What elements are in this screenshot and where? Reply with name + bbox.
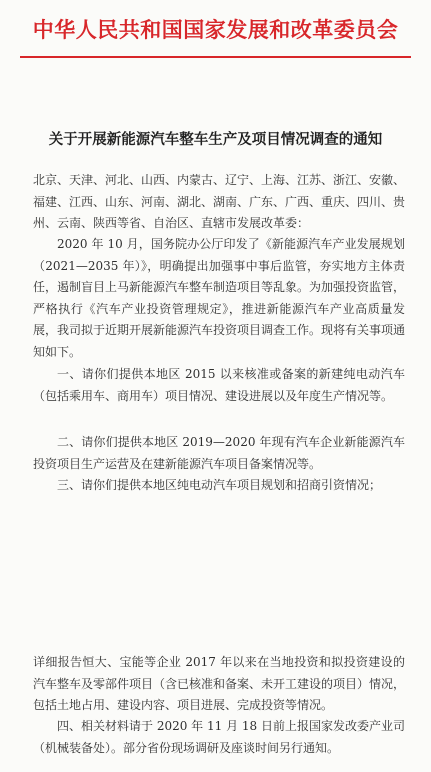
- body-paragraph: 详细报告恒大、宝能等企业 2017 年以来在当地投资和拟投资建设的汽车整车及零部件项目（含已核准和备案、未开工建设的项目）情况，包括土地占用、建设内容、项目进展、完成投资等情况。: [33, 655, 406, 713]
- body-paragraph: 2020 年 10 月，国务院办公厅印发了《新能源汽车产业发展规划（2021—2035 年）》，明确提出加强事中事后监管，夯实地方主体责任，遏制盲目上马新能源汽车整车制造项目等乱象。为加强投资监管，严格执行《汽车产业投资管理规定》，推进新能源汽车产业高质量发展，我司拟于近期开展新能源汽车投资项目调查工作。现将有关事项通知如下。: [33, 237, 406, 359]
- blank-page-gap: [0, 500, 431, 640]
- body-paragraph: 三、请你们提供本地区纯电动汽车项目规划和招商引资情况；: [57, 478, 382, 492]
- body-paragraph: 四、相关材料请于 2020 年 11 月 18 日前上报国家发改委产业司（机械装备处）。部分省份现场调研及座谈时间另行通知。: [33, 719, 405, 755]
- red-header-rule: [20, 56, 411, 58]
- body-paragraph: 二、请你们提供本地区 2019—2020 年现有汽车企业新能源汽车投资项目生产运营及在建新能源汽车项目备案情况等。: [33, 435, 405, 471]
- issuing-authority-header: 中华人民共和国国家发展和改革委员会: [32, 17, 399, 42]
- document-title: 关于开展新能源汽车整车生产及项目情况调查的通知: [48, 132, 383, 148]
- body-paragraph: 一、请你们提供本地区 2015 以来核准或备案的新建纯电动汽车（包括乘用车、商用车）项目情况、建设进展以及年度生产情况等。: [33, 367, 405, 403]
- addressee-paragraph: 北京、天津、河北、山西、内蒙古、辽宁、上海、江苏、浙江、安徽、福建、江西、山东、河南、湖北、湖南、广东、广西、重庆、四川、贵州、云南、陕西等省、自治区、直辖市发展改革委：: [33, 173, 406, 231]
